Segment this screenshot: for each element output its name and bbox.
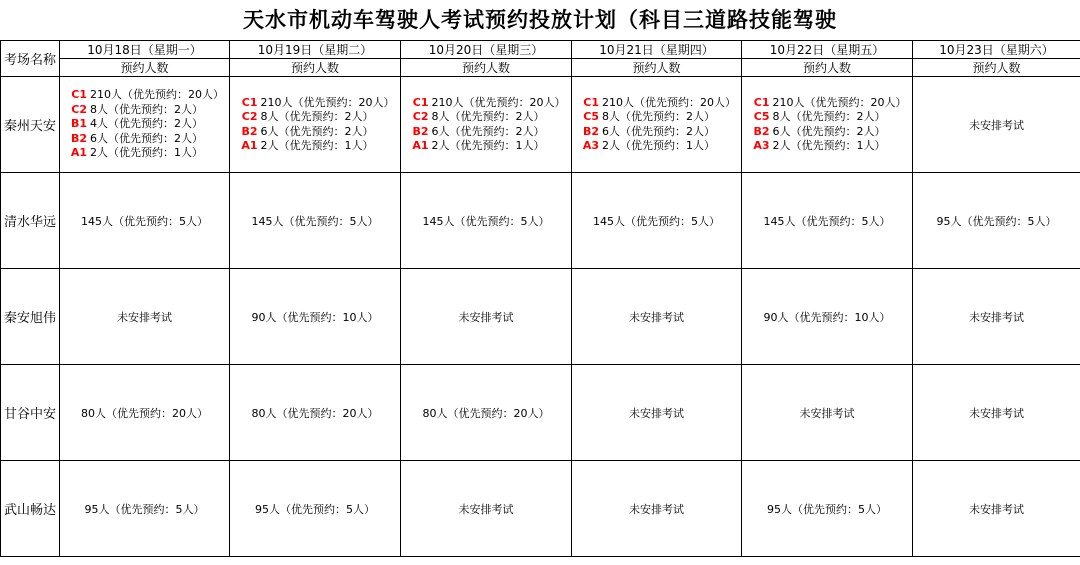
table-row — [1, 77, 1080, 173]
column-header-date: 10月23日（星期六） — [913, 41, 1080, 59]
quota-text: 未安排考试 — [969, 502, 1024, 516]
quota-text: 4人（优先预约：2人） — [90, 117, 203, 131]
quota-text: 90人（优先预约：10人） — [763, 310, 891, 324]
schedule-cell — [401, 269, 572, 365]
license-class-line — [577, 125, 736, 140]
license-class-code: C1 — [71, 88, 87, 102]
license-class-line — [65, 132, 224, 147]
quota-text: 未安排考试 — [629, 502, 684, 516]
quota-text: 8人（优先预约：2人） — [602, 110, 715, 123]
license-class-code: C1 — [241, 95, 258, 109]
quota-text: 未安排考试 — [969, 310, 1024, 324]
quota-text: 未安排考试 — [458, 502, 514, 516]
column-header-date: 10月20日（星期三） — [401, 41, 572, 59]
quota-text: 6人（优先预约：2人） — [431, 124, 545, 138]
schedule-cell — [230, 77, 401, 173]
license-class-code: B1 — [70, 117, 87, 131]
column-subheader: 预约人数 — [913, 59, 1080, 77]
schedule-table — [0, 40, 1080, 557]
schedule-cell — [401, 77, 572, 173]
quota-text: 未安排考试 — [969, 118, 1024, 132]
license-class-code: C1 — [753, 95, 770, 109]
quota-text: 未安排考试 — [799, 406, 855, 420]
license-class-list — [407, 96, 566, 154]
license-class-code: C2 — [71, 102, 87, 116]
schedule-cell — [230, 365, 401, 461]
license-class-line — [577, 96, 736, 111]
quota-text: 未安排考试 — [629, 406, 684, 420]
quota-text: 145人（优先预约：5人） — [593, 214, 720, 228]
quota-text: 95人（优先预约：5人） — [255, 502, 375, 516]
quota-text: 8人（优先预约：2人） — [431, 110, 545, 123]
quota-text: 95人（优先预约：5人） — [84, 502, 205, 516]
quota-text: 80人（优先预约：20人） — [81, 406, 208, 420]
quota-text: 8人（优先预约：2人） — [260, 110, 374, 123]
schedule-cell — [60, 173, 230, 269]
site-name: 秦安旭伟 — [1, 269, 60, 365]
license-class-code: B2 — [241, 124, 258, 138]
license-class-code: C2 — [412, 110, 429, 123]
license-class-code: B2 — [70, 131, 87, 145]
schedule-cell — [572, 173, 742, 269]
column-header-date: 10月19日（星期二） — [230, 41, 401, 59]
table-row — [1, 269, 1080, 365]
column-subheader: 预约人数 — [742, 59, 913, 77]
license-class-line — [748, 110, 907, 125]
quota-text: 8人（优先预约：2人） — [90, 102, 203, 116]
license-class-code: B2 — [753, 124, 770, 138]
license-class-line — [236, 96, 395, 111]
license-class-code: C5 — [753, 110, 770, 123]
quota-text: 210人（优先预约：20人） — [90, 88, 224, 102]
quota-text: 8人（优先预约：2人） — [772, 110, 886, 123]
quota-text: 未安排考试 — [629, 310, 684, 324]
quota-text: 145人（优先预约：5人） — [763, 214, 891, 228]
quota-text: 210人（优先预约：20人） — [431, 95, 566, 109]
license-class-code: A1 — [70, 146, 87, 160]
license-class-code: A3 — [582, 139, 599, 152]
schedule-cell — [60, 365, 230, 461]
quota-text: 未安排考试 — [969, 406, 1024, 420]
quota-text: 95人（优先预约：5人） — [936, 214, 1057, 228]
quota-text: 未安排考试 — [117, 310, 172, 324]
quota-text: 210人（优先预约：20人） — [602, 95, 736, 109]
quota-text: 6人（优先预约：2人） — [260, 124, 374, 138]
license-class-code: B2 — [582, 124, 599, 138]
quota-text: 2人（优先预约：1人） — [772, 139, 886, 152]
license-class-line — [236, 139, 395, 154]
license-class-list — [748, 96, 907, 154]
quota-text: 6人（优先预约：2人） — [602, 124, 715, 138]
quota-text: 80人（优先预约：20人） — [422, 406, 550, 420]
license-class-code: C1 — [412, 95, 429, 109]
quota-text: 210人（优先预约：20人） — [260, 95, 395, 109]
quota-text: 90人（优先预约：10人） — [251, 310, 379, 324]
column-subheader: 预约人数 — [60, 59, 230, 77]
license-class-code: B2 — [412, 124, 429, 138]
schedule-cell — [572, 269, 742, 365]
license-class-line — [577, 110, 736, 125]
quota-text: 2人（优先预约：1人） — [90, 146, 203, 160]
site-name: 秦州天安 — [1, 77, 60, 173]
license-class-code: C1 — [583, 95, 599, 109]
license-class-line — [65, 117, 224, 132]
schedule-cell — [742, 269, 913, 365]
license-class-code: A3 — [753, 139, 770, 152]
license-class-line — [407, 139, 566, 154]
quota-text: 2人（优先预约：1人） — [602, 139, 715, 152]
table-row — [1, 461, 1080, 557]
schedule-cell — [742, 173, 913, 269]
quota-text: 145人（优先预约：5人） — [422, 214, 550, 228]
schedule-cell — [401, 461, 572, 557]
schedule-cell — [60, 77, 230, 173]
license-class-line — [748, 96, 907, 111]
schedule-cell — [913, 173, 1080, 269]
license-class-list — [577, 96, 736, 154]
license-class-line — [236, 110, 395, 125]
schedule-cell — [572, 365, 742, 461]
license-class-line — [748, 139, 907, 154]
quota-text: 未安排考试 — [458, 310, 514, 324]
schedule-cell — [572, 77, 742, 173]
quota-text: 145人（优先预约：5人） — [251, 214, 379, 228]
quota-text: 6人（优先预约：2人） — [772, 124, 886, 138]
license-class-line — [65, 146, 224, 161]
schedule-cell — [572, 461, 742, 557]
quota-text: 210人（优先预约：20人） — [772, 95, 907, 109]
site-name: 清水华远 — [1, 173, 60, 269]
column-header-site: 考场名称 — [1, 41, 60, 77]
header-row-dates — [1, 41, 1080, 59]
schedule-cell — [60, 461, 230, 557]
quota-text: 2人（优先预约：1人） — [260, 139, 374, 152]
quota-text: 80人（优先预约：20人） — [251, 406, 379, 420]
quota-text: 95人（优先预约：5人） — [767, 502, 887, 516]
schedule-cell — [401, 173, 572, 269]
site-name: 甘谷中安 — [1, 365, 60, 461]
quota-text: 145人（优先预约：5人） — [81, 214, 208, 228]
schedule-cell — [230, 461, 401, 557]
license-class-list — [65, 88, 224, 161]
license-class-code: A1 — [412, 139, 429, 152]
column-subheader: 预约人数 — [401, 59, 572, 77]
license-class-line — [748, 125, 907, 140]
column-header-date: 10月22日（星期五） — [742, 41, 913, 59]
column-header-date: 10月21日（星期四） — [572, 41, 742, 59]
site-name: 武山畅达 — [1, 461, 60, 557]
license-class-line — [407, 125, 566, 140]
column-subheader: 预约人数 — [230, 59, 401, 77]
schedule-cell — [230, 269, 401, 365]
quota-text: 2人（优先预约：1人） — [431, 139, 545, 152]
schedule-cell — [913, 77, 1080, 173]
schedule-cell — [60, 269, 230, 365]
license-class-line — [236, 125, 395, 140]
license-class-line — [65, 88, 224, 103]
license-class-line — [65, 103, 224, 118]
schedule-cell — [230, 173, 401, 269]
license-class-code: C5 — [583, 110, 599, 123]
page-title: 天水市机动车驾驶人考试预约投放计划（科目三道路技能驾驶 — [243, 8, 837, 32]
license-class-line — [407, 96, 566, 111]
schedule-cell — [913, 365, 1080, 461]
schedule-cell — [913, 461, 1080, 557]
schedule-cell — [401, 365, 572, 461]
schedule-cell — [742, 77, 913, 173]
quota-text: 6人（优先预约：2人） — [90, 131, 203, 145]
table-row — [1, 365, 1080, 461]
license-class-code: C2 — [241, 110, 258, 123]
schedule-cell — [913, 269, 1080, 365]
license-class-code: A1 — [241, 139, 258, 152]
license-class-list — [236, 96, 395, 154]
column-subheader: 预约人数 — [572, 59, 742, 77]
schedule-cell — [742, 461, 913, 557]
schedule-cell — [742, 365, 913, 461]
header-row-sub — [1, 59, 1080, 77]
license-class-line — [407, 110, 566, 125]
column-header-date: 10月18日（星期一） — [60, 41, 230, 59]
license-class-line — [577, 139, 736, 154]
table-row — [1, 173, 1080, 269]
